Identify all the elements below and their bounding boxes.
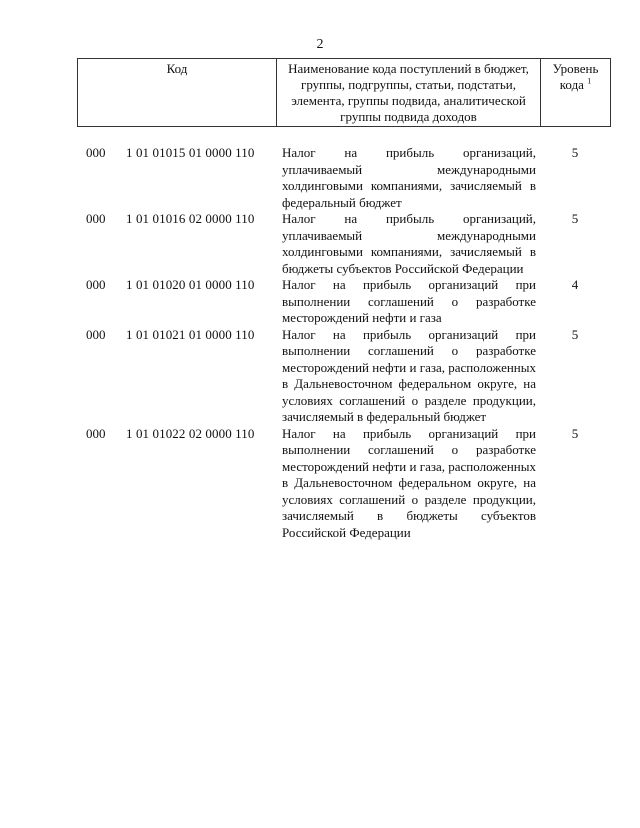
row-prefix: 000 <box>86 145 106 160</box>
row-prefix: 000 <box>86 211 106 226</box>
row-code: 1 01 01022 02 0000 110 <box>126 425 255 441</box>
row-level: 5 <box>571 211 579 226</box>
table-row <box>0 145 640 211</box>
row-prefix: 000 <box>86 425 106 441</box>
row-prefix: 000 <box>86 326 106 342</box>
row-level: 5 <box>571 326 579 342</box>
table-header <box>77 58 611 127</box>
table-row <box>0 426 640 542</box>
row-prefix: 000 <box>86 277 106 292</box>
header-level-label: Уровень кода <box>552 61 599 92</box>
header-code: Код <box>78 59 277 126</box>
row-code: 1 01 01021 01 0000 110 <box>126 326 255 342</box>
row-name: Налог на прибыль организаций при выполнении соглашений о разработке месторождений нефти и газа, расположенных в Дальневосточном федеральном округе, на условиях соглашений о разделе продукции, зачисляемый в федеральный бюджет <box>282 326 536 424</box>
row-level: 4 <box>571 277 579 292</box>
row-level: 5 <box>571 425 579 441</box>
table-body <box>0 145 640 541</box>
row-code: 1 01 01016 02 0000 110 <box>126 211 255 226</box>
table-row <box>0 211 640 277</box>
row-name: Налог на прибыль организаций при выполнении соглашений о разработке месторождений нефти и газа, расположенных в Дальневосточном федеральном округе, на условиях соглашений о разделе продукции, зачисляемый в бюджеты субъектов Российской Федерации <box>282 425 536 540</box>
row-name: Налог на прибыль организаций, уплачиваемый международными холдинговыми компаниями, зачисляемый в федеральный бюджет <box>282 145 536 210</box>
row-name: Налог на прибыль организаций, уплачиваемый международными холдинговыми компаниями, зачисляемый в бюджеты субъектов Российской Федерации <box>282 211 536 276</box>
header-level <box>541 59 610 126</box>
row-code: 1 01 01015 01 0000 110 <box>126 145 255 160</box>
row-name: Налог на прибыль организаций при выполнении соглашений о разработке месторождений нефти и газа <box>282 277 536 325</box>
row-code: 1 01 01020 01 0000 110 <box>126 277 255 292</box>
table-row <box>0 277 640 327</box>
table-row <box>0 327 640 426</box>
header-name: Наименование кода поступлений в бюджет, группы, подгруппы, статьи, подстатьи, элемента, группы подвида, аналитической группы подвида доходов <box>277 59 541 126</box>
row-level: 5 <box>571 145 579 160</box>
page-number: 2 <box>316 37 324 52</box>
header-level-footnote: 1 <box>587 76 592 86</box>
